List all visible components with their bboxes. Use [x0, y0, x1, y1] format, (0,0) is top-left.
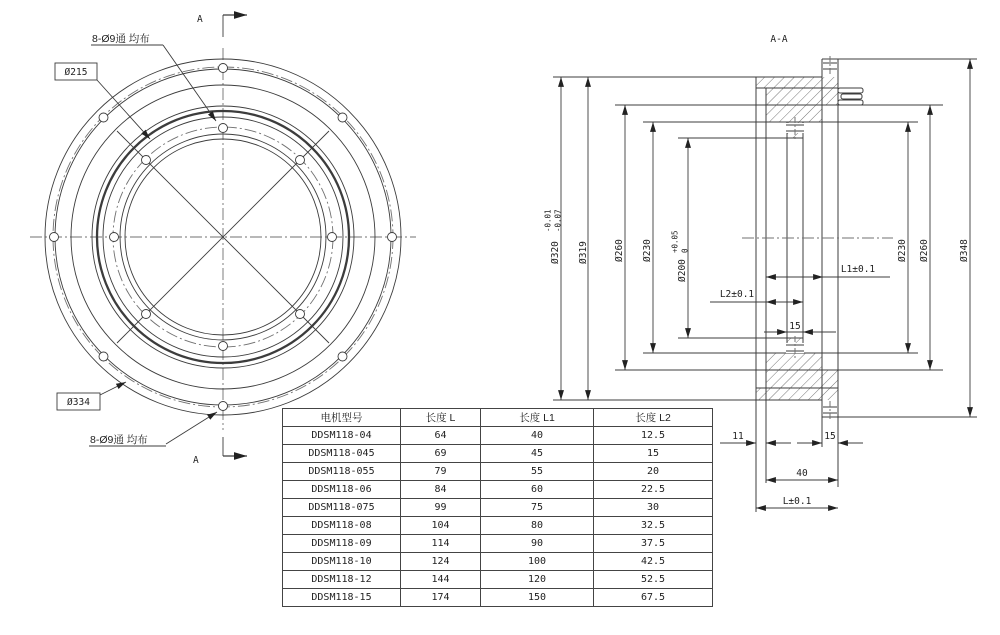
cell-l: 69: [401, 445, 481, 463]
cell-model: DDSM118-10: [283, 553, 401, 571]
cell-l2: 20: [594, 463, 713, 481]
col-header-length-l2: 长度 L2: [594, 409, 713, 427]
cell-l2: 15: [594, 445, 713, 463]
d215-label: Ø215: [64, 67, 88, 78]
table-row: [283, 463, 713, 481]
cell-model: DDSM118-09: [283, 535, 401, 553]
dim-d320-tol-upper: -0.01: [543, 209, 553, 232]
dim-40: 40: [796, 468, 808, 479]
d334-label: Ø334: [67, 397, 90, 408]
dim-d320-tol-lower: -0.07: [553, 209, 563, 232]
stacked-plates: [838, 88, 863, 105]
cell-model: DDSM118-06: [283, 481, 401, 499]
cell-l2: 32.5: [594, 517, 713, 535]
cell-l2: 37.5: [594, 535, 713, 553]
cell-l: 114: [401, 535, 481, 553]
dim-d260-left: Ø260: [614, 239, 625, 262]
cell-l: 79: [401, 463, 481, 481]
section-title: A-A: [770, 34, 788, 45]
cell-l: 124: [401, 553, 481, 571]
cell-l: 84: [401, 481, 481, 499]
cell-l1: 75: [481, 499, 594, 517]
dim-15-flange: 15: [824, 431, 836, 442]
cell-l2: 42.5: [594, 553, 713, 571]
cell-l: 64: [401, 427, 481, 445]
holes-top-leader: [91, 45, 216, 121]
dim-d319: Ø319: [578, 241, 589, 264]
dim-d200-tol-lower: 0: [680, 248, 690, 253]
front-view: [30, 15, 416, 456]
cell-l2: 12.5: [594, 427, 713, 445]
cell-l1: 60: [481, 481, 594, 499]
cell-l1: 120: [481, 571, 594, 589]
cell-l1: 90: [481, 535, 594, 553]
dim-d230-right: Ø230: [897, 239, 908, 262]
dim-d260-right: Ø260: [919, 239, 930, 262]
dim-l1: L1±0.1: [840, 264, 876, 275]
col-header-model: 电机型号: [283, 409, 401, 427]
spec-table: [282, 408, 713, 607]
cell-l1: 45: [481, 445, 594, 463]
cell-l: 99: [401, 499, 481, 517]
dim-d348: Ø348: [959, 239, 970, 262]
cell-model: DDSM118-04: [283, 427, 401, 445]
cell-l2: 22.5: [594, 481, 713, 499]
dim-l-total: L±0.1: [782, 496, 812, 507]
cell-l2: 30: [594, 499, 713, 517]
center-lines: [30, 48, 416, 430]
table-row: [283, 553, 713, 571]
cell-model: DDSM118-15: [283, 589, 401, 607]
cell-l1: 100: [481, 553, 594, 571]
dim-l2: L2±0.1: [719, 289, 755, 300]
holes-bottom-label: 8-Ø9通 均布: [90, 434, 148, 446]
cell-l: 104: [401, 517, 481, 535]
section-mark-a-bottom: A: [193, 455, 199, 466]
table-row: [283, 445, 713, 463]
holes-top-label: 8-Ø9通 均布: [92, 33, 150, 45]
cell-l1: 150: [481, 589, 594, 607]
cell-l1: 55: [481, 463, 594, 481]
dim-d230-left: Ø230: [642, 239, 653, 262]
table-row: [283, 571, 713, 589]
cell-l: 174: [401, 589, 481, 607]
cell-model: DDSM118-045: [283, 445, 401, 463]
cell-l1: 80: [481, 517, 594, 535]
cell-model: DDSM118-12: [283, 571, 401, 589]
col-header-length-l: 长度 L: [401, 409, 481, 427]
cell-model: DDSM118-075: [283, 499, 401, 517]
cell-model: DDSM118-08: [283, 517, 401, 535]
section-mark-a-top: A: [197, 14, 203, 25]
dim-d320: Ø320: [550, 241, 561, 264]
table-header-row: [283, 409, 713, 427]
section-cut-marks: [223, 15, 247, 456]
dim-11: 11: [732, 431, 744, 442]
table-row: [283, 499, 713, 517]
cell-model: DDSM118-055: [283, 463, 401, 481]
front-view-text: [65, 14, 203, 466]
dim-d200: Ø200: [677, 259, 688, 282]
table-row: [283, 517, 713, 535]
cell-l1: 40: [481, 427, 594, 445]
table-row: [283, 427, 713, 445]
table-row: [283, 589, 713, 607]
cell-l2: 67.5: [594, 589, 713, 607]
table-row: [283, 535, 713, 553]
col-header-length-l1: 长度 L1: [481, 409, 594, 427]
cell-l: 144: [401, 571, 481, 589]
cell-l2: 52.5: [594, 571, 713, 589]
table-row: [283, 481, 713, 499]
dim-d200-tol-upper: +0.05: [670, 230, 680, 253]
dim-15-mid: 15: [789, 321, 801, 332]
